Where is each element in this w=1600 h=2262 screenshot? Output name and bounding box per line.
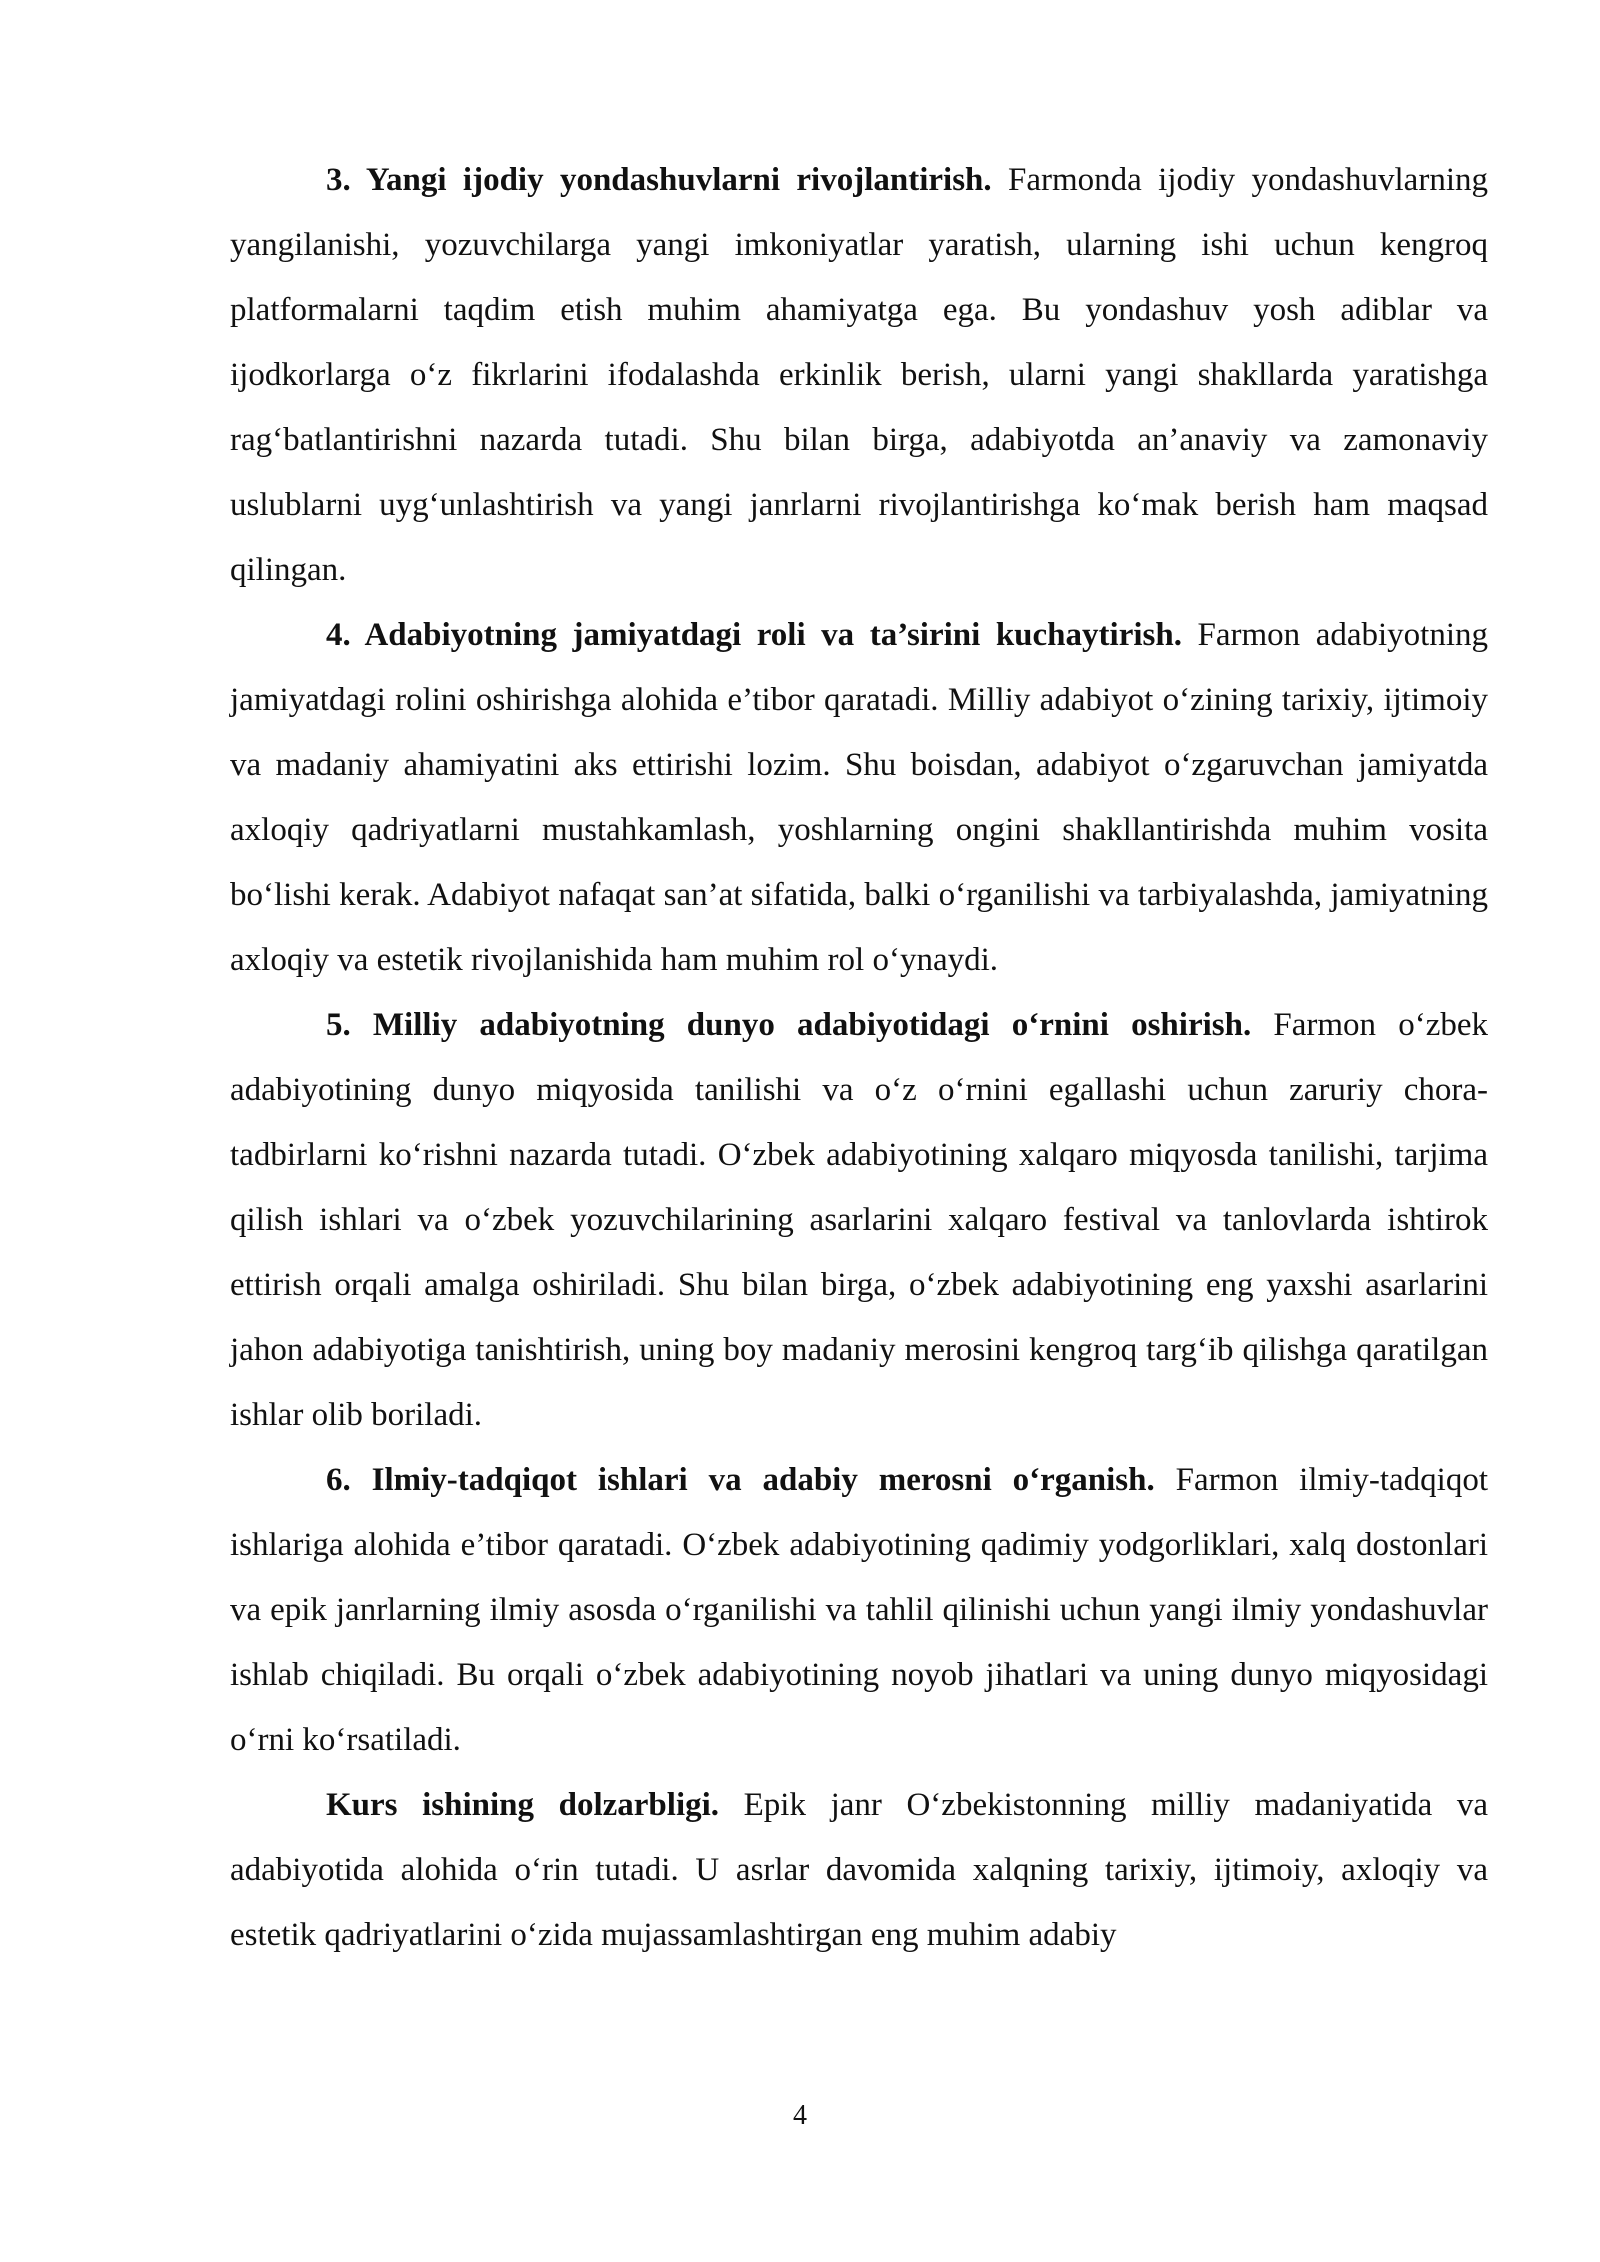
- paragraph-relevance: [230, 1773, 1488, 1968]
- paragraph-text: Epik janr O‘zbekistonning milliy madaniyatida va adabiyotida alohida o‘rin tutadi. U asrlar davomida xalqning tarixiy, ijtimoiy, axloqiy va estetik qadriyatlarini o‘zida mujassamlashtirgan eng muhim adabiy: [230, 1787, 1488, 1953]
- paragraph-item-4: [230, 603, 1488, 993]
- paragraph-heading: 5. Milliy adabiyotning dunyo adabiyotidagi o‘rnini oshirish.: [326, 1007, 1252, 1043]
- page-number: 4: [793, 2100, 807, 2131]
- document-page: [230, 148, 1488, 1968]
- paragraph-item-6: [230, 1448, 1488, 1773]
- paragraph-item-5: [230, 993, 1488, 1448]
- paragraph-text: Farmon o‘zbek adabiyotining dunyo miqyosida tanilishi va o‘z o‘rnini egallashi uchun zaruriy chora-tadbirlarni ko‘rishni nazarda tutadi. O‘zbek adabiyotining xalqaro miqyosda tanilishi, tarjima qilish ishlari va o‘zbek yozuvchilarining asarlarini xalqaro festival va tanlovlarda ishtirok ettirish orqali amalga oshiriladi. Shu bilan birga, o‘zbek adabiyotining eng yaxshi asarlarini jahon adabiyotiga tanishtirish, uning boy madaniy merosini kengroq targ‘ib qilishga qaratilgan ishlar olib boriladi.: [230, 1007, 1488, 1433]
- paragraph-heading: 6. Ilmiy-tadqiqot ishlari va adabiy merosni o‘rganish.: [326, 1462, 1155, 1498]
- paragraph-heading: 3. Yangi ijodiy yondashuvlarni rivojlantirish.: [326, 162, 992, 198]
- paragraph-text: Farmon adabiyotning jamiyatdagi rolini oshirishga alohida e’tibor qaratadi. Milliy adabiyot o‘zining tarixiy, ijtimoiy va madaniy ahamiyatini aks ettirishi lozim. Shu boisdan, adabiyot o‘zgaruvchan jamiyatda axloqiy qadriyatlarni mustahkamlash, yoshlarning ongini shakllantirishda muhim vosita bo‘lishi kerak. Adabiyot nafaqat san’at sifatida, balki o‘rganilishi va tarbiyalashda, jamiyatning axloqiy va estetik rivojlanishida ham muhim rol o‘ynaydi.: [230, 617, 1488, 978]
- paragraph-text: Farmon ilmiy-tadqiqot ishlariga alohida e’tibor qaratadi. O‘zbek adabiyotining qadimiy yodgorliklari, xalq dostonlari va epik janrlarning ilmiy asosda o‘rganilishi va tahlil qilinishi uchun yangi ilmiy yondashuvlar ishlab chiqiladi. Bu orqali o‘zbek adabiyotining noyob jihatlari va uning dunyo miqyosidagi o‘rni ko‘rsatiladi.: [230, 1462, 1488, 1758]
- paragraph-heading: Kurs ishining dolzarbligi.: [326, 1787, 720, 1823]
- paragraph-text: Farmonda ijodiy yondashuvlarning yangilanishi, yozuvchilarga yangi imkoniyatlar yaratish, ularning ishi uchun kengroq platformalarni taqdim etish muhim ahamiyatga ega. Bu yondashuv yosh adiblar va ijodkorlarga o‘z fikrlarini ifodalashda erkinlik berish, ularni yangi shakllarda yaratishga rag‘batlantirishni nazarda tutadi. Shu bilan birga, adabiyotda an’anaviy va zamonaviy uslublarni uyg‘unlashtirish va yangi janrlarni rivojlantirishga ko‘mak berish ham maqsad qilingan.: [230, 162, 1488, 588]
- paragraph-item-3: [230, 148, 1488, 603]
- paragraph-heading: 4. Adabiyotning jamiyatdagi roli va ta’sirini kuchaytirish.: [326, 617, 1182, 653]
